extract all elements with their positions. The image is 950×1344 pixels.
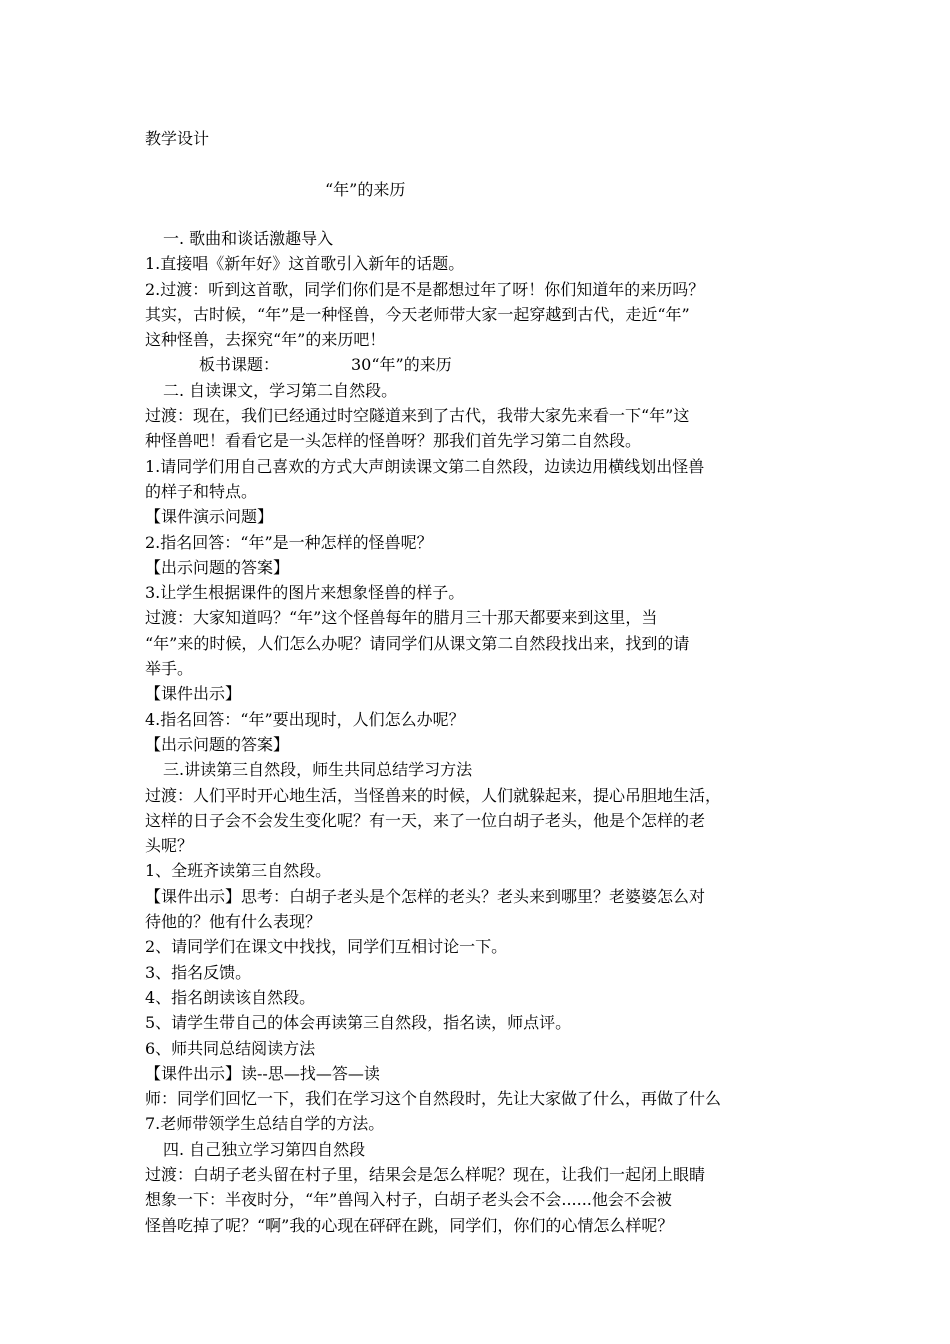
text-line: 过渡：白胡子老头留在村子里，结果会是怎么样呢？现在，让我们一起闭上眼睛 (145, 1164, 706, 1184)
document-heading: 教学设计 (145, 129, 210, 148)
text-line: 1.请同学们用自己喜欢的方式大声朗读课文第二自然段，边读边用横线划出怪兽 (145, 456, 705, 476)
text-line: 这样的日子会不会发生变化呢？有一天，来了一位白胡子老头，他是个怎样的老 (145, 810, 706, 830)
text-line: 3.让学生根据课件的图片来想象怪兽的样子。 (145, 583, 465, 603)
text-line: 【出示问题的答案】 (145, 557, 290, 577)
text-line: 【课件出示】 (145, 684, 242, 704)
text-line: “年”来的时候，人们怎么办呢？请同学们从课文第二自然段找出来，找到的请 (145, 633, 690, 653)
text-line: 【课件出示】读--思—找—答—读 (145, 1063, 380, 1083)
text-line: 【出示问题的答案】 (145, 734, 290, 754)
text-line: 1.直接唱《新年好》这首歌引入新年的话题。 (145, 254, 465, 274)
text-line: 3、指名反馈。 (145, 962, 252, 982)
document-body (145, 226, 817, 1238)
text-line: 6、师共同总结阅读方法 (145, 1038, 316, 1058)
text-line: 头呢？ (145, 836, 194, 856)
text-line: 【课件演示问题】 (145, 507, 274, 527)
text-line: 2.过渡：听到这首歌，同学们你们是不是都想过年了呀！你们知道年的来历吗？ (145, 279, 705, 299)
text-line: 其实，古时候，“年”是一种怪兽，今天老师带大家一起穿越到古代，走近“年” (145, 304, 690, 324)
text-line: 二. 自读课文，学习第二自然段。 (163, 380, 398, 400)
text-line: 过渡：人们平时开心地生活，当怪兽来的时候，人们就躲起来，提心吊胆地生活， (145, 785, 722, 805)
text-line: 【课件出示】思考：白胡子老头是个怎样的老头？老头来到哪里？老婆婆怎么对 (145, 886, 706, 906)
document-title: “年”的来历 (325, 180, 406, 199)
text-line: 一. 歌曲和谈话激趣导入 (163, 229, 334, 248)
text-line: 这种怪兽，去探究“年”的来历吧！ (145, 330, 386, 350)
text-line: 四. 自己独立学习第四自然段 (163, 1139, 366, 1159)
text-line: 5、请学生带自己的体会再读第三自然段，指名读，师点评。 (145, 1013, 572, 1033)
text-line: 种怪兽吧！看看它是一头怎样的怪兽呀？那我们首先学习第二自然段。 (145, 431, 642, 451)
text-line: 1、全班齐读第三自然段。 (145, 861, 332, 881)
text-line: 过渡：大家知道吗？“年”这个怪兽每年的腊月三十那天都要来到这里，当 (145, 608, 658, 628)
text-line: 想象一下：半夜时分，“年”兽闯入村子，白胡子老头会不会......他会不会被 (145, 1190, 672, 1210)
text-line: 怪兽吃掉了呢？“啊”我的心现在砰砰在跳，同学们，你们的心情怎么样呢？ (145, 1215, 674, 1235)
text-line: 的样子和特点。 (145, 481, 258, 501)
text-line: 待他的？他有什么表现？ (145, 912, 322, 932)
text-line: 4.指名回答：“年”要出现时，人们怎么办呢？ (145, 709, 465, 729)
text-line: 4、指名朗读该自然段。 (145, 987, 316, 1007)
text-line: 三.讲读第三自然段，师生共同总结学习方法 (163, 760, 473, 780)
text-line: 2.指名回答：“年”是一种怎样的怪兽呢？ (145, 532, 433, 552)
text-line: 2、请同学们在课文中找找，同学们互相讨论一下。 (145, 937, 508, 957)
text-line: 过渡：现在，我们已经通过时空隧道来到了古代，我带大家先来看一下“年”这 (145, 406, 690, 426)
text-line: 举手。 (145, 659, 194, 679)
text-line: 师：同学们回忆一下，我们在学习这个自然段时，先让大家做了什么，再做了什么 (145, 1089, 722, 1109)
text-line: 7.老师带领学生总结自学的方法。 (145, 1114, 385, 1134)
text-line: 板书课题： 30“年”的来历 (199, 355, 452, 375)
